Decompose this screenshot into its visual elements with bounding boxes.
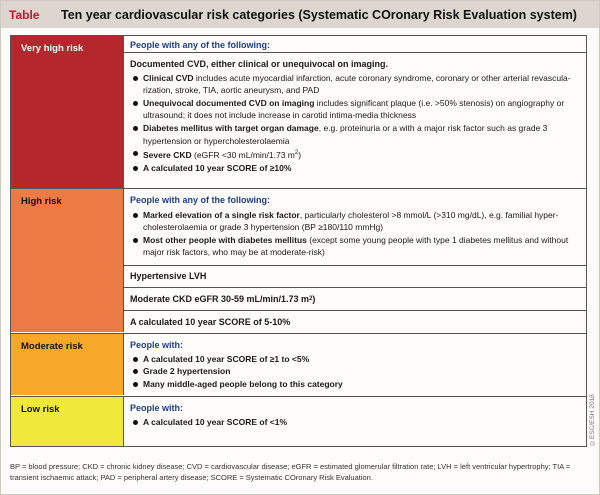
low-risk-content — [124, 397, 586, 446]
very-high-risk-intro: Documented CVD, either clinical or unequivocal on imaging. — [130, 59, 389, 69]
list-item — [130, 416, 580, 429]
row-very-high-risk — [11, 36, 586, 188]
moderate-ckd-text: Moderate CKD eGFR 30-59 mL/min/1.73 m — [130, 293, 310, 304]
table-label: Table — [9, 7, 40, 22]
high-risk-heading: People with any of the following: — [130, 195, 270, 205]
item-text: includes acute myocardial infarction, acute coronary syndrome, coronary or other arterial revascularization, stroke, TIA, aortic aneurysm, and PAD — [143, 72, 571, 96]
very-high-risk-list — [130, 72, 580, 175]
low-risk-heading: People with: — [130, 403, 184, 413]
list-item — [130, 97, 580, 122]
low-risk-list — [130, 416, 580, 429]
item-bold: Clinical CVD — [143, 72, 194, 83]
moderate-risk-content — [124, 334, 586, 395]
high-risk-list — [130, 209, 580, 259]
item-text: (eGFR <30 mL/min/1.73 m — [191, 149, 295, 160]
very-high-risk-heading: People with any of the following: — [130, 40, 270, 50]
very-high-risk-body — [124, 58, 586, 174]
list-item — [130, 72, 580, 97]
item-bold: Marked elevation of a single risk factor — [143, 209, 300, 220]
row-moderate-risk — [11, 333, 586, 395]
hypertensive-lvh: Hypertensive LVH — [130, 271, 207, 282]
superscript: 2 — [294, 150, 299, 157]
item-text: includes significant plaque (i.e. >50% stenosis) on angiography or ultrasound; it does not include increase in carotid intima-media thickness — [143, 97, 565, 121]
category-low-risk: Low risk — [11, 397, 124, 446]
list-item — [130, 365, 580, 378]
high-risk-lvh-cell — [124, 265, 586, 287]
item-bold: Severe CKD — [143, 149, 192, 160]
moderate-ckd-after: ) — [312, 293, 316, 304]
item-bold: A calculated 10 year SCORE of ≥10% — [143, 162, 292, 173]
moderate-ckd — [130, 288, 580, 310]
superscript: 2 — [309, 295, 313, 302]
list-item — [130, 209, 580, 234]
high-risk-main-cell — [124, 189, 586, 265]
table-title: Ten year cardiovascular risk categories (Systematic COronary Risk Evaluation system) — [61, 7, 577, 22]
item-text: , e.g. proteinuria or a with a major risk factor such as grade 3 hypertension or hypercholesterolaemia — [143, 122, 548, 146]
category-very-high-risk: Very high risk — [11, 36, 124, 188]
high-risk-ckd-cell — [124, 287, 586, 310]
low-risk-cell — [124, 397, 586, 428]
list-item — [130, 122, 580, 147]
item-bold: Most other people with diabetes mellitus — [143, 234, 307, 245]
risk-table — [10, 35, 587, 447]
item-bold: Many middle-aged people belong to this category — [143, 378, 343, 389]
list-item — [130, 147, 580, 161]
item-bold: Diabetes mellitus with target organ damage — [143, 122, 319, 133]
item-text: (except some young people with type 1 diabetes mellitus and without major risk factors, who may be at moderate-risk) — [143, 234, 569, 258]
high-risk-score: A calculated 10 year SCORE of 5-10% — [130, 316, 291, 327]
category-moderate-risk: Moderate risk — [11, 334, 124, 395]
list-item — [130, 353, 580, 366]
category-high-risk: High risk — [11, 189, 124, 332]
item-bold: Grade 2 hypertension — [143, 366, 231, 377]
high-risk-content — [124, 189, 586, 332]
item-text: , particularly cholesterol >8 mmol/L (>310 mg/dL), e.g. familial hypercholesterolaemia or grade 3 hypertension (BP ≥180/110 mmHg) — [143, 209, 559, 233]
row-low-risk — [11, 396, 586, 446]
list-item — [130, 234, 580, 259]
list-item — [130, 378, 580, 391]
item-bold: A calculated 10 year SCORE of <1% — [143, 416, 288, 427]
list-item — [130, 162, 580, 175]
row-high-risk — [11, 188, 586, 332]
moderate-risk-heading: People with: — [130, 340, 184, 350]
table-footnote: BP = blood pressure; CKD = chronic kidney disease; CVD = cardiovascular disease; eGFR = estimated glomerular filtration rate; LVH = left ventricular hypertrophy; TIA = transient ischaemic attack; PAD = peripheral artery disease; SCORE = Systematic COronary Risk Evaluation. — [10, 462, 571, 482]
copyright-notice: ©ESC/ESH 2018 — [589, 394, 596, 446]
high-risk-score-cell — [124, 310, 586, 333]
table-header — [1, 1, 599, 28]
very-high-risk-content — [124, 36, 586, 188]
moderate-risk-cell — [124, 334, 586, 390]
moderate-risk-list — [130, 353, 580, 391]
item-text-after: ) — [298, 149, 302, 160]
item-bold: Unequivocal documented CVD on imaging — [143, 97, 315, 108]
item-bold: A calculated 10 year SCORE of ≥1 to <5% — [143, 353, 310, 364]
very-high-risk-heading-cell — [124, 36, 586, 53]
